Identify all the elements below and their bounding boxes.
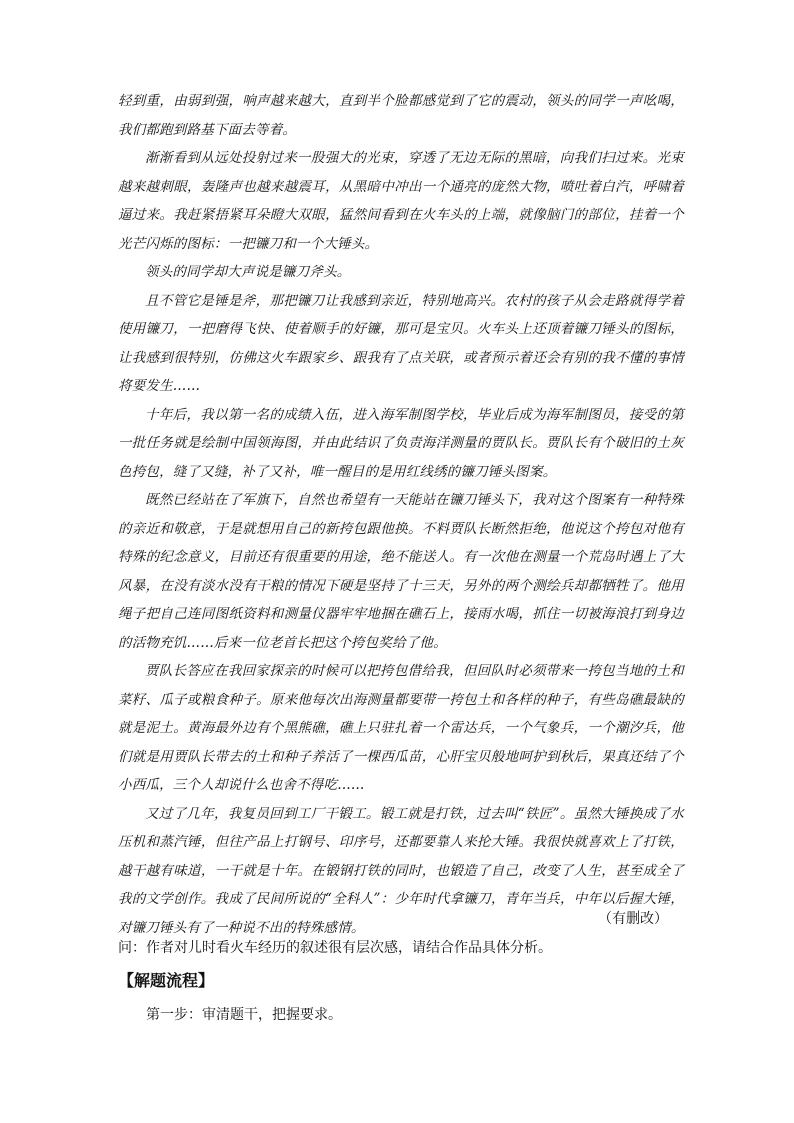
- essay-body: [118, 87, 684, 942]
- edit-note: （有删改）: [598, 911, 668, 927]
- section-heading: 【解题流程】: [118, 971, 215, 990]
- step-one-text: 第一步：审清题干，把握要求。: [146, 1007, 342, 1023]
- essay-paragraph: 且不管它是锤是斧，那把镰刀让我感到亲近，特别地高兴。农村的孩子从会走路就得学着使用镰刀，一把磨得飞快、使着顺手的好镰，那可是宝贝。火车头上还顶着镰刀锤头的图标，让我感到很特别，仿佛这火车跟家乡、跟我有了点关联，或者预示着还会有别的我不懂的事情将要发生……: [118, 292, 684, 394]
- essay-paragraph: 渐渐看到从远处投射过来一股强大的光束，穿透了无边无际的黑暗，向我们扫过来。光束越来越刺眼，轰隆声也越来越震耳，从黑暗中冲出一个通亮的庞然大物，喷吐着白汽，呼啸着逼过来。我赶紧捂紧耳朵瞪大双眼，猛然间看到在火车头的上端，就像脑门的部位，挂着一个光芒闪烁的图标：一把镰刀和一个大锤头。: [118, 150, 684, 252]
- essay-paragraph: 又过了几年，我复员回到工厂干锻工。锻工就是打铁，过去叫“铁匠”。虽然大锤换成了水压机和蒸汽锤，但往产品上打钢号、印序号，还都要靠人来抡大锤。我很快就喜欢上了打铁，越干越有味道，一干就是十年。在锻钢打铁的同时，也锻造了自己，改变了人生，甚至成全了我的文学创作。我成了民间所说的“全科人”：少年时代拿镰刀，青年当兵，中年以后握大锤，对镰刀锤头有了一种说不出的特殊感情。: [118, 805, 684, 936]
- essay-paragraph: 既然已经站在了军旗下，自然也希望有一天能站在镰刀锤头下，我对这个图案有一种特殊的亲近和敬意，于是就想用自己的新挎包跟他换。不料贾队长断然拒绝，他说这个挎包对他有特殊的纪念意义，目前还有很重要的用途，绝不能送人。有一次他在测量一个荒岛时遇上了大风暴，在没有淡水没有干粮的情况下硬是坚持了十三天，另外的两个测绘兵却都牺牲了。他用绳子把自己连同图纸资料和测量仪器牢牢地捆在礁石上，接雨水喝，抓住一切被海浪打到身边的活物充饥……后来一位老首长把这个挎包奖给了他。: [118, 492, 684, 651]
- essay-paragraph: 轻到重，由弱到强，响声越来越大，直到半个脸都感觉到了它的震动，领头的同学一声吆喝，我们都跑到路基下面去等着。: [118, 93, 684, 138]
- essay-paragraph: 贾队长答应在我回家探亲的时候可以把挎包借给我，但回队时必须带来一挎包当地的土和菜籽、瓜子或粮食种子。原来他每次出海测量都要带一挎包土和各样的种子，有些岛礁最缺的就是泥土。黄海最外边有个黑熊礁，礁上只驻扎着一个雷达兵，一个气象兵，一个潮汐兵，他们就是用贾队长带去的土和种子养活了一棵西瓜苗，心肝宝贝般地呵护到秋后，果真还结了个小西瓜，三个人却说什么也舍不得吃……: [118, 663, 684, 793]
- question-text: 问：作者对儿时看火车经历的叙述很有层次感，请结合作品具体分析。: [118, 940, 552, 956]
- essay-paragraph: 领头的同学却大声说是镰刀斧头。: [145, 264, 351, 280]
- essay-paragraph: 十年后，我以第一名的成绩入伍，进入海军制图学校，毕业后成为海军制图员，接受的第一批任务就是绘制中国领海图，并由此结识了负责海洋测量的贾队长。贾队长有个破旧的土灰色挎包，缝了又缝，补了又补，唯一醒目的是用红线绣的镰刀锤头图案。: [118, 406, 684, 480]
